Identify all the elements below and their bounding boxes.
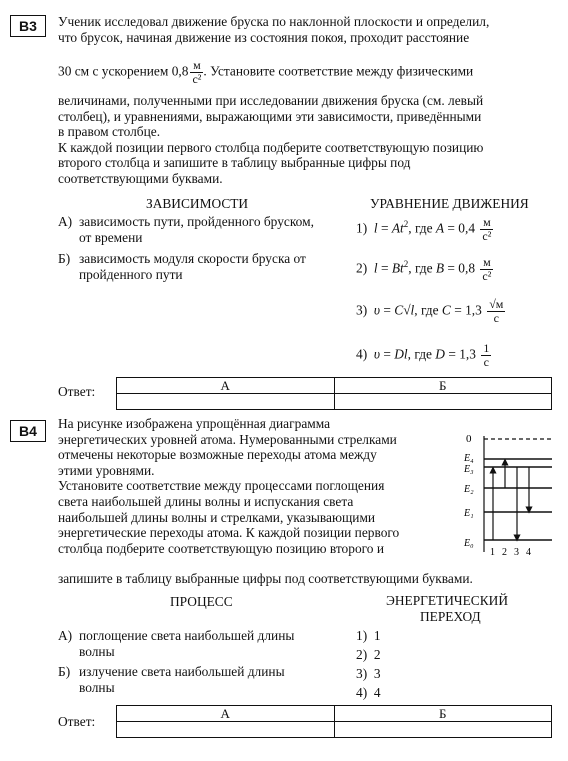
task-b4-text xyxy=(58,416,442,556)
task-b3-line: К каждой позиции первого столбца подберите соответствующую позицию xyxy=(58,139,484,155)
task-b3-line: в правом столбце. xyxy=(58,124,161,140)
arrow-label-4: 4 xyxy=(526,547,531,558)
b4-answer-label: Ответ: xyxy=(58,714,96,729)
task-b3-accel-line xyxy=(58,59,552,86)
label-e3: E₃ xyxy=(464,464,474,475)
label-e1: E₁ xyxy=(464,508,474,519)
b4-answer-col-a: А xyxy=(117,706,335,722)
task-b3-badge: В3 xyxy=(10,15,46,37)
b4-right-header-line1: ЭНЕРГЕТИЧЕСКИЙ xyxy=(386,593,508,608)
b3-left-item-b: Б) зависимость модуля скорости бруска от пройденного пути xyxy=(58,251,306,282)
b4-answer-cell-b[interactable] xyxy=(334,722,552,738)
b4-right-header-line2: ПЕРЕХОД xyxy=(420,609,481,624)
b3-answer-col-a: А xyxy=(117,378,335,394)
accel-unit: $\frac{м}{\text{с²}}$ xyxy=(192,58,202,86)
task-b4-last-line: запишите в таблицу выбранные цифры под соответствующими буквами. xyxy=(58,571,473,586)
level-zero-label: 0 xyxy=(466,433,472,445)
b3-answer-cell-a[interactable] xyxy=(117,394,335,410)
arrow-label-2: 2 xyxy=(502,547,507,558)
task-b4-badge: В4 xyxy=(10,420,46,442)
task-b3-line: соответствующими буквами. xyxy=(58,170,223,186)
task-b4-line: этими уровнями. xyxy=(58,462,155,478)
b4-answer-col-b: Б xyxy=(334,706,552,722)
task-b3-line: второго столбца и запишите в таблицу выбранные цифры под xyxy=(58,155,411,171)
task-b4-line: столбца подберите соответствующую позицию второго и xyxy=(58,540,385,556)
b4-left-header: ПРОЦЕСС xyxy=(170,594,233,609)
b3-left-header: ЗАВИСИМОСТИ xyxy=(146,196,249,211)
task-b3-line: что брусок, начиная движение из состояния покоя, проходит расстояние xyxy=(58,29,470,45)
b4-left-item-a: А) поглощение света наибольшей длины волны xyxy=(58,628,295,659)
b3-answer-cell-b[interactable] xyxy=(334,394,552,410)
label-e0: E₀ xyxy=(464,538,474,549)
b4-answer-table xyxy=(116,705,552,738)
b3-equation-3: 3) υ = C√l, где C = 1,3 $\frac{√м}{с}$ xyxy=(356,297,504,325)
energy-level-diagram xyxy=(460,428,560,562)
b4-option-1: 1) 1 xyxy=(356,628,381,643)
task-b4-line: Установите соответствие между процессами поглощения xyxy=(58,478,385,494)
b4-option-2: 2) 2 xyxy=(356,647,381,662)
b4-left-item-b: Б) излучение света наибольшей длины волны xyxy=(58,664,285,695)
b3-left-item-a: А) зависимость пути, пройденного бруском, от времени xyxy=(58,214,314,245)
task-b3-line: величинами, полученными при исследовании движения бруска (см. левый xyxy=(58,93,484,108)
task-b4-line: отмечены некоторые возможные переходы атома между xyxy=(58,447,377,463)
accel-text: 30 см с ускорением 0,8 xyxy=(58,63,189,79)
task-b3-line: Ученик исследовал движение бруска по наклонной плоскости и определил, xyxy=(58,14,490,29)
task-b4-line: наибольшей длины волны и стрелками, указывающими xyxy=(58,509,376,525)
task-b4-line: На рисунке изображена упрощённая диаграмма xyxy=(58,416,331,431)
task-b4-line: энергетические переходы атома. К каждой позиции первого xyxy=(58,525,400,541)
task-b4-line: света наибольшей длины волны и испускания света xyxy=(58,493,354,509)
arrow-label-3: 3 xyxy=(514,547,519,558)
task-b3-body xyxy=(58,93,552,187)
task-b4-line: энергетических уровней атома. Нумерованными стрелками xyxy=(58,431,397,447)
b3-answer-table xyxy=(116,377,552,410)
b3-right-header: УРАВНЕНИЕ ДВИЖЕНИЯ xyxy=(370,196,529,211)
b3-equation-2: 2) $l = Bt^2$, где B = 0,8 $\frac{м}{\text{с²}}$ xyxy=(356,255,492,283)
b4-option-3: 3) 3 xyxy=(356,666,381,681)
accel-after-text: . Установите соответствие между физическими xyxy=(203,63,474,79)
b4-answer-cell-a[interactable] xyxy=(117,722,335,738)
task-b3-line: столбец), и уравнениями, выражающими эти зависимости, приведёнными xyxy=(58,108,482,124)
b3-answer-col-b: Б xyxy=(334,378,552,394)
b4-option-4: 4) 4 xyxy=(356,685,381,700)
label-e2: E₂ xyxy=(464,484,474,495)
b3-equation-4: 4) υ = Dl, где D = 1,3 $\frac{1}{с}$ xyxy=(356,341,490,369)
task-b3-intro xyxy=(58,14,552,45)
b3-equation-1: 1) $l = At^2$, где A = 0,4 $\frac{м}{\text{с²}}$ xyxy=(356,215,492,243)
label-e4: E₄ xyxy=(464,453,474,464)
b3-answer-label: Ответ: xyxy=(58,384,96,399)
arrow-label-1: 1 xyxy=(490,547,495,558)
